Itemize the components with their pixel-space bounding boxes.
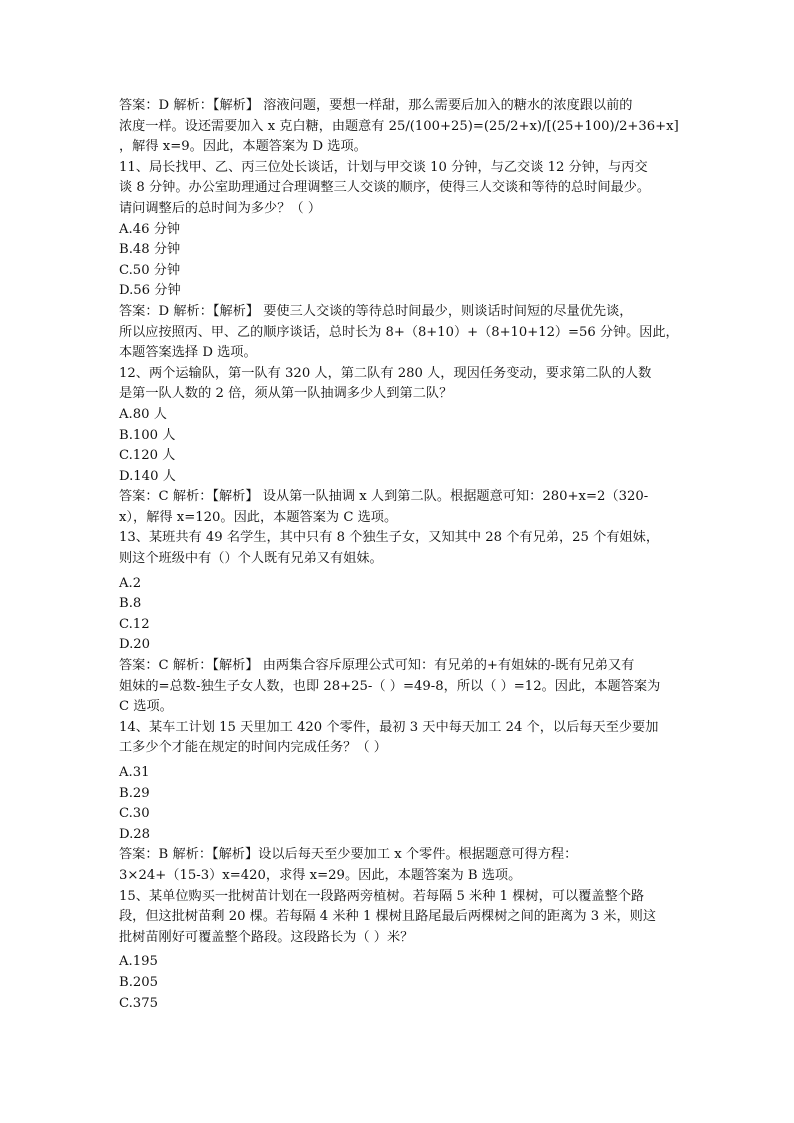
text-line: 所以应按照丙、甲、乙的顺序谈话，总时长为 8+（8+10）+（8+10+12）=56 分钟。因此，	[119, 324, 679, 340]
option-line: B.48 分钟	[119, 242, 181, 258]
text-line: 是第一队人数的 2 倍，须从第一队抽调多少人到第二队？	[119, 386, 453, 402]
option-line: C.375	[119, 995, 158, 1011]
text-line: x），解得 x=120。因此，本题答案为 C 选项。	[119, 509, 398, 525]
text-line: 本题答案选择 D 选项。	[119, 345, 257, 361]
question-14-line: 14、某车工计划 15 天里加工 420 个零件，最初 3 天中每天加工 24 个，以后每天至少要加	[119, 719, 659, 735]
option-line: D.140 人	[119, 468, 176, 484]
option-line: B.205	[119, 974, 159, 990]
option-line: C.30	[119, 806, 150, 822]
option-line: B.29	[119, 785, 150, 801]
text-line: 答案：D 解析：【解析】 溶液问题，要想一样甜，那么需要后加入的糖水的浓度跟以前的	[119, 98, 633, 113]
text-line: 谈 8 分钟。办公室助理通过合理调整三人交谈的顺序，使得三人交谈和等待的总时间最少。	[119, 180, 651, 196]
option-line: A.195	[119, 954, 158, 970]
text-line: 3×24+（15-3）x=420，求得 x=29。因此，本题答案为 B 选项。	[119, 867, 522, 883]
text-line: C 选项。	[119, 699, 173, 715]
text-line: 工多少个才能在规定的时间内完成任务？（ ）	[119, 740, 387, 756]
text-line: 批树苗刚好可覆盖整个路段。这段路长为（ ）米？	[119, 929, 414, 945]
option-line: A.46 分钟	[119, 221, 181, 237]
question-11-line: 11、局长找甲、乙、丙三位处长谈话，计划与甲交谈 10 分钟，与乙交谈 12 分钟，与丙交	[119, 159, 648, 175]
option-line: D.20	[119, 637, 151, 653]
answer-line: 答案：B 解析：【解析】设以后每天至少要加工 x 个零件。根据题意可得方程：	[119, 847, 578, 863]
answer-line: 答案：D 解析：【解析】 要使三人交谈的等待总时间最少，则谈话时间短的尽量优先谈，	[119, 303, 633, 319]
question-12-line: 12、两个运输队，第一队有 320 人，第二队有 280 人，现因任务变动，要求第二队的人数	[119, 365, 652, 381]
text-line: 浓度一样。设还需要加入 x 克白糖，由题意有 25/(100+25)=(25/2+x)/[(25+100)/2+36+x]	[119, 118, 679, 134]
option-line: A.80 人	[119, 406, 167, 422]
option-line: A.31	[119, 765, 150, 780]
option-line: C.120 人	[119, 448, 176, 464]
answer-line: 答案：C 解析：【解析】 设从第一队抽调 x 人到第二队。根据题意可知：280+x=2（320-	[119, 489, 649, 505]
option-line: A.2	[119, 575, 142, 591]
option-line: D.56 分钟	[119, 283, 181, 299]
answer-line: 答案：C 解析：【解析】 由两集合容斥原理公式可知：有兄弟的+有姐妹的-既有兄弟又有	[119, 658, 635, 674]
option-line: B.100 人	[119, 427, 176, 443]
option-line: C.50 分钟	[119, 262, 181, 278]
question-13-line: 13、某班共有 49 名学生，其中只有 8 个独生子女，又知其中 28 个有兄弟，25 个有姐妹，	[119, 530, 660, 546]
question-15-line: 15、某单位购买一批树苗计划在一段路两旁植树。若每隔 5 米种 1 棵树，可以覆盖整个路	[119, 888, 645, 904]
text-line: 请问调整后的总时间为多少？（ ）	[119, 200, 322, 216]
option-line: B.8	[119, 596, 142, 612]
document-body	[119, 96, 679, 1014]
text-line: 段，但这批树苗剩 20 棵。若每隔 4 米种 1 棵树且路尾最后两棵树之间的距离为 3 米，则这	[119, 909, 657, 925]
option-line: C.12	[119, 616, 150, 632]
text-line: 则这个班级中有（）个人既有兄弟又有姐妹。	[119, 551, 383, 567]
text-line: ，解得 x=9。因此，本题答案为 D 选项。	[119, 139, 367, 155]
text-line: 姐妹的=总数-独生子女人数，也即 28+25-（ ）=49-8，所以（ ）=12。因此，本题答案为	[119, 678, 661, 694]
option-line: D.28	[119, 826, 151, 842]
